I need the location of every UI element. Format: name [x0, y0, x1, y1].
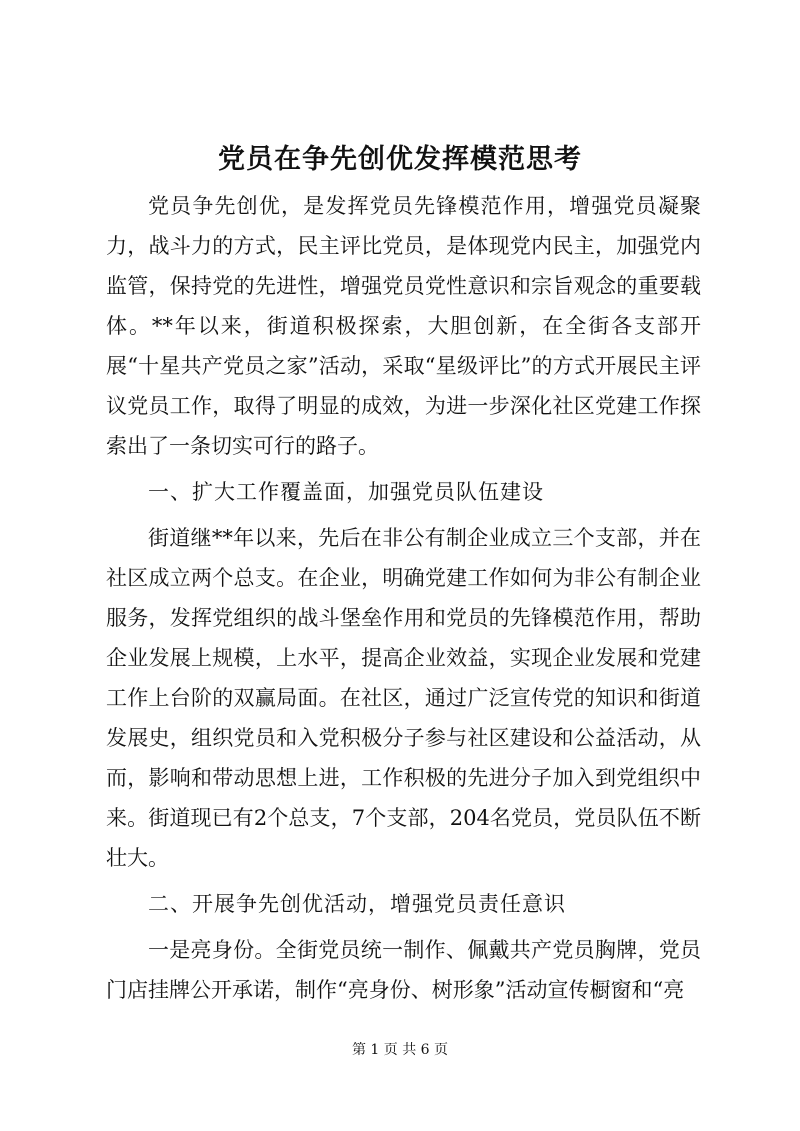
document-body	[106, 186, 701, 1010]
section-1-paragraph: 街道继**年以来，先后在非公有制企业成立三个支部，并在社区成立两个总支。在企业，明确党建工作如何为非公有制企业服务，发挥党组织的战斗堡垒作用和党员的先锋模范作用，帮助企业发展上规模，上水平，提高企业效益，实现企业发展和党建工作上台阶的双赢局面。在社区，通过广泛宣传党的知识和街道发展史，组织党员和入党积极分子参与社区建设和公益活动，从而，影响和带动思想上进，工作积极的先进分子加入到党组织中来。街道现已有2个总支，7个支部，204名党员，党员队伍不断壮大。	[106, 526, 701, 870]
page-footer: 第 1 页 共 6 页	[351, 1042, 449, 1058]
section-heading-2: 二、开展争先创优活动，增强党员责任意识	[148, 892, 566, 916]
section-heading-1: 一、扩大工作覆盖面，加强党员队伍建设	[148, 480, 544, 504]
document-title: 党员在争先创优发挥模范思考	[218, 144, 582, 175]
intro-paragraph: 党员争先创优，是发挥党员先锋模范作用，增强党员凝聚力，战斗力的方式，民主评比党员，是体现党内民主，加强党内监管，保持党的先进性，增强党员党性意识和宗旨观念的重要载体。**年以来，街道积极探索，大胆创新，在全街各支部开展“十星共产党员之家”活动，采取“星级评比”的方式开展民主评议党员工作，取得了明显的成效，为进一步深化社区党建工作探索出了一条切实可行的路子。	[106, 194, 701, 458]
section-2-paragraph: 一是亮身份。全街党员统一制作、佩戴共产党员胸牌，党员门店挂牌公开承诺，制作“亮身份、树形象”活动宣传橱窗和“亮	[106, 938, 701, 1002]
